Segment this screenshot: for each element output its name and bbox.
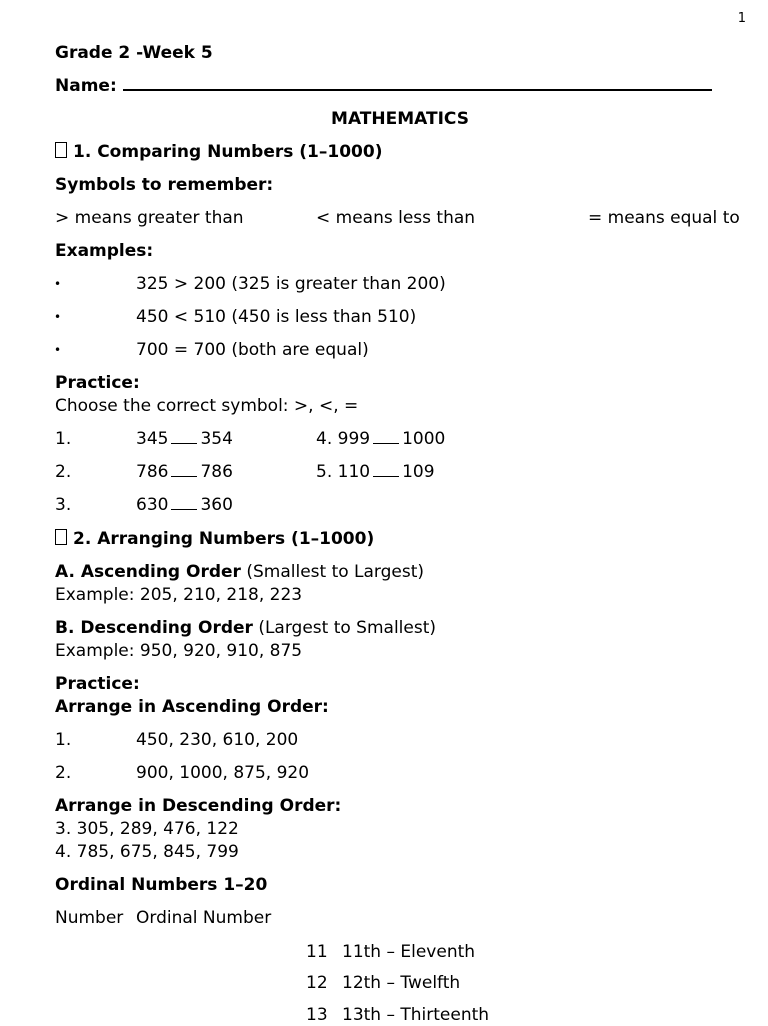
section1-title: 1. Comparing Numbers (1–1000) bbox=[55, 141, 382, 163]
item-number: 2. bbox=[55, 763, 72, 783]
ascending-definition: A. Ascending Order (Smallest to Largest) bbox=[55, 562, 425, 582]
answer-blank[interactable] bbox=[373, 462, 399, 477]
name-label: Name: bbox=[55, 76, 117, 96]
examples-heading: Examples: bbox=[55, 241, 154, 261]
example-item: 700 = 700 (both are equal) bbox=[136, 340, 369, 360]
answer-blank[interactable] bbox=[171, 495, 197, 510]
ordinal-word: 11th – Eleventh bbox=[342, 942, 476, 962]
item-number: 1. bbox=[55, 730, 72, 750]
ordinal-number: 11 bbox=[306, 942, 328, 962]
symbol-less: < means less than bbox=[316, 208, 476, 228]
bullet: • bbox=[54, 343, 62, 357]
compare-item: 345 354 bbox=[136, 429, 233, 449]
symbols-heading: Symbols to remember: bbox=[55, 175, 274, 195]
ordinal-number: 13 bbox=[306, 1005, 328, 1025]
ordinal-word: 13th – Thirteenth bbox=[342, 1005, 490, 1025]
descending-item: 4. 785, 675, 845, 799 bbox=[55, 842, 239, 862]
column-header-number: Number bbox=[55, 908, 124, 928]
answer-blank[interactable] bbox=[373, 429, 399, 444]
descending-definition: B. Descending Order (Largest to Smallest) bbox=[55, 618, 437, 638]
bullet: • bbox=[54, 277, 62, 291]
item-number: 3. bbox=[55, 495, 72, 515]
ascending-item: 900, 1000, 875, 920 bbox=[136, 763, 310, 783]
bullet: • bbox=[54, 310, 62, 324]
compare-item: 630 360 bbox=[136, 495, 233, 515]
ascending-example: Example: 205, 210, 218, 223 bbox=[55, 585, 303, 605]
checkbox-icon bbox=[55, 529, 67, 545]
checkbox-icon bbox=[55, 142, 67, 158]
example-item: 325 > 200 (325 is greater than 200) bbox=[136, 274, 446, 294]
subject-title: MATHEMATICS bbox=[331, 109, 469, 129]
compare-item: 786 786 bbox=[136, 462, 233, 482]
answer-blank[interactable] bbox=[171, 429, 197, 444]
ordinal-word: 12th – Twelfth bbox=[342, 973, 461, 993]
page-number: 1 bbox=[737, 11, 746, 26]
grade-heading: Grade 2 -Week 5 bbox=[55, 43, 213, 63]
ordinal-title: Ordinal Numbers 1–20 bbox=[55, 875, 268, 895]
practice-heading: Practice: bbox=[55, 373, 140, 393]
descending-example: Example: 950, 920, 910, 875 bbox=[55, 641, 303, 661]
name-line bbox=[55, 75, 712, 97]
symbol-greater: > means greater than bbox=[55, 208, 244, 228]
ascending-practice-heading: Arrange in Ascending Order: bbox=[55, 697, 329, 717]
answer-blank[interactable] bbox=[171, 462, 197, 477]
column-header-ordinal: Ordinal Number bbox=[136, 908, 272, 928]
compare-item: 5. 110 109 bbox=[316, 462, 435, 482]
section2-title: 2. Arranging Numbers (1–1000) bbox=[55, 528, 374, 550]
ascending-item: 450, 230, 610, 200 bbox=[136, 730, 299, 750]
practice-instruction: Choose the correct symbol: >, <, = bbox=[55, 396, 359, 416]
descending-item: 3. 305, 289, 476, 122 bbox=[55, 819, 239, 839]
compare-item: 4. 999 1000 bbox=[316, 429, 446, 449]
symbol-equal: = means equal to bbox=[588, 208, 740, 228]
item-number: 1. bbox=[55, 429, 72, 449]
practice-heading: Practice: bbox=[55, 674, 140, 694]
name-blank-line bbox=[123, 75, 712, 91]
ordinal-number: 12 bbox=[306, 973, 328, 993]
item-number: 2. bbox=[55, 462, 72, 482]
descending-practice-heading: Arrange in Descending Order: bbox=[55, 796, 342, 816]
example-item: 450 < 510 (450 is less than 510) bbox=[136, 307, 417, 327]
